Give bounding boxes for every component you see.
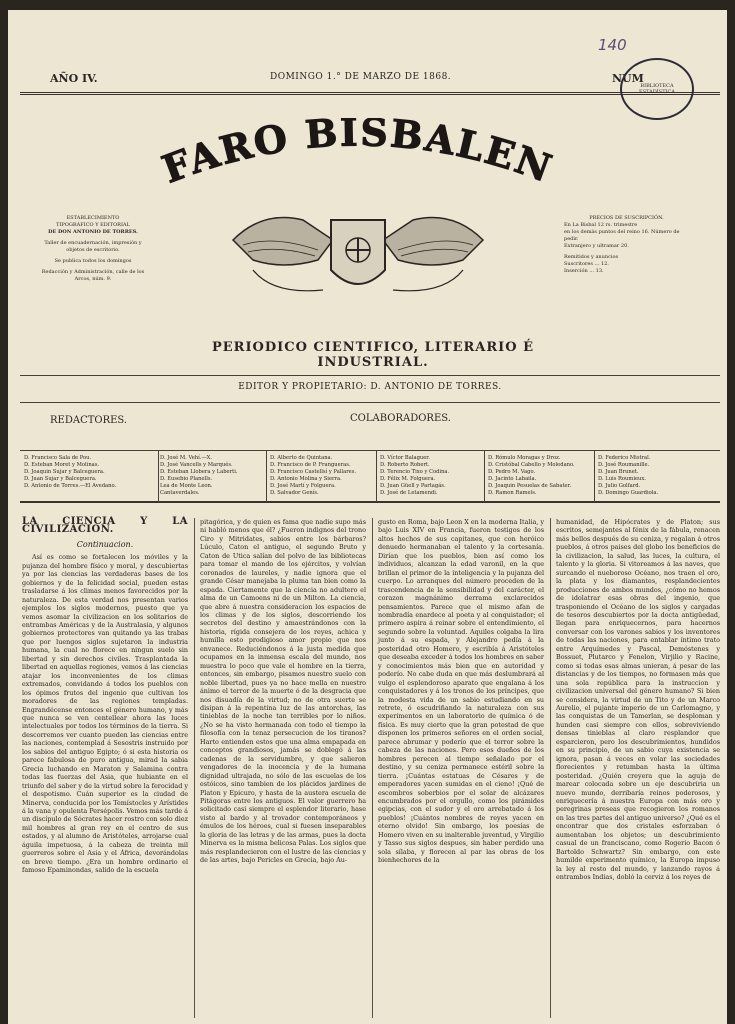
editor-line: EDITOR Y PROPIETARIO: D. ANTONIO DE TORRES. [20,375,720,392]
handwritten-number: 140 [598,36,627,54]
article-text: Así es como se fortalecen los móviles y la pujanza del hombre físico y moral, y descubiertas ya por las ciencias las verdaderas bases de los gobiernos y de la felicidad social, pueden estas trasladarse á los climas menos favorecidos por la naturaleza. De esta verdad nos presentan varios ejemplos los siglos modernos, puesto que ya vemos asomar la civilizacion en los solitarios de entrambas Américas y de la Australasia, y algunos gobiernos protectores van quitando ya las trabas que por luengos siglos sujetaron la industria humana, la cual no florece en ningun suelo sin libertad y sin derechos civiles. Trasplantada la libertad en aquellas regiones, vemos á las ciencias atajar los inconvenientes de los climas extremados, convidando á todos los pueblos con los ópimos frutos del ingenio que cultivan los moradores de las regiones templadas. Engrandécense entonces el género humano, y más que nunca se ven centellear ahora las luces intelectuales por todos los términos de la tierra. Si descorremos ver cuanto pueden las ciencias entre las naciones, contemplad á Sesostris instruido por los sabios del antiguo Egipto; ó si esta historia os parece fabulosa de puro antigua, mirad la sabia Grecia luchando en Maraton y Salamina contra todas las fuerzas del Asia, que hubiante en el triunfo del saber y de la virtud sobre la ferocidad y el despotismo. Cuán superior es la ciudad de Minerva, conducida por los Temístocles y Arístides á la vana y opulenta Persépolis. Vemos más tarde á un discípulo de Sócrates hacer rostro con solo diez mil hombres al gran rey en el centro de sus estados, y al alumno de Aristóteles, arrojarse cual águila impetuosa, á la cabeza de treinta mil guerreros sobre el Asia y el África, devorándolas en breve tiempo. ¿Era un hombre ordinario el famoso Epaminondas, salido de la escuela [22,553,188,875]
staff-header [20,402,720,426]
article-column-3 [378,518,544,865]
publisher-line: DE DON ANTONIO DE TORRES. [48,229,138,235]
column-divider [376,450,377,502]
publisher-line: TIPOGRÁFICO Y EDITORIAL [56,222,130,228]
issue-date: DOMINGO 1.° DE MARZO DE 1868. [270,72,452,82]
article-headline: LA CIENCIA Y LA CIVILIZACION. [22,516,188,536]
subscription-box [564,215,689,275]
collaborators-list: D. José M. Vehí.—X. D. José Vancells y Marqués. D. Esteban Llobera y Laberti. D. Eusebio Planells. Lea de Monte Leon. Cantaverdales. [160,455,238,496]
article-text: pitagórica, y de quien es fama que nadie supo más ni habló menos que él? ¿Fueron indignos del trono Ciro y Mitridates, sabios entre los bárbaros? Lúculo, Caton el antiguo, el segundo Bruto y Caton de Utica salían del polvo de las bibliotecas para tomar el mando de los ejércitos, y volvían coronados de laureles, y nadie ignora que el grande César manejaba la pluma tan bien como la espada. Ciertamente que la ciencia no adultero el alma de un Camoens ni de un Milton. La ciencia, que abre á nuestra consideracion los espacios de los climas y de los siglos, descorriendo los secretos del destino y amaestrándonos con la historia, rígida consejera de los reyes, achica y humilla esto prodigioso amor propio que nos envanece. Reduciéndonos á la justa medida que ocupamos en la inmensa escala del mundo, nos muestra lo poco que vale el hombre en la tierra, entonces, sin embargo, pisamos nuestro suelo con noble libertad, pues ya no hace mella en nuestro ánimo el terror de la muerte ó de la desgracia que nos disuadía de la virtud; no de otra suerte se disipan á la repentina luz de las antorchas, las tinieblas de la noche tan terribles por lo niños. ¿No se ha visto hermanada con todo el tiempo la filosofía con la tenaz persecucion de los tiranos? Harto entienden estos que una alma empapada en conceptos grandiosos, jamás se doblegó á las cadenas de la servidumbre, y que salieron vengadores de la inocencia y de la humana dignidad ultrajada, no sólo de las escuelas de los estóicos, sino tambien de los plácidos jardines de Platon y Epicuro, y hasta de la austera escuela de Pitágoras entre los antiguos. El valor guerrero ha solicitado casi siempre el esplendor literario, hase visto al bardo y al trovador contemporáneos y émulos de los héroes, cual si fuesen inseparables la gloria de las letras y de las armas, pues la docta Minerva es la misma belicosa Palas. Los siglos que más resplandecieron con el lustre de las ciencias y de las artes, bajo Pericles en Grecia, bajo Au- [200,518,366,865]
redactores-list: D. Francisco Sala de Pou. D. Esteban Moret y Molinas. D. Joaquin Sujar y Balceguera. D. Juan Sujar y Balceguera. D. Antonio de Torres.—El Avedano. [24,455,117,489]
year-label: AÑO IV. [50,72,98,85]
collaborators-list: D. Víctor Balaguer. D. Roberto Robert. D. Terencio Tixo y Codina. D. Félix M. Folguera. D. Juan Güell y Partagás. D. José de Letamendi. [380,455,450,496]
collaborators-list: D. Federico Mistral. D. José Roumanille. D. Juan Brunet. D. Luis Roumieux. D. Julio Golfard. D. Domingo Guardiola. [598,455,659,496]
subscription-line: En La Bisbal 12 rs. trimestre [564,222,638,228]
publisher-line: Redacción y Administración, calle de los Arcos, núm. 9. [41,269,145,282]
masthead-text: FARO BISBALEN [156,118,559,192]
article-column-4 [556,518,720,881]
article-column-2 [200,518,366,865]
masthead-title [148,118,568,198]
column-divider [158,450,159,502]
redactores-label: REDACTORES. [50,415,128,426]
colaboradores-label: COLABORADORES. [350,413,451,424]
issue-number-label: NÚM [612,72,644,85]
publisher-line: Taller de encuadernación, impresión y objetos de escritorio. [44,240,142,253]
article-subhead: Continuacion. [76,539,134,549]
publisher-line: ESTABLECIMIENTO [66,215,120,221]
collaborators-list: D. Alberto de Quintana. D. Francisco de P. Frangueras. D. Francisco Castellsí y Pallares. D. Antonio Molina y Sierra. D. José Martí y Folguera. D. Salvador Genís. [270,455,357,496]
masthead-arc [148,118,568,198]
publisher-box [38,215,148,283]
subscription-line: Suscritores ... 12. [564,261,609,267]
stamp-text: BIBLIOTECA ESTADÍSTICA [639,83,675,95]
column-divider [194,518,195,1018]
library-stamp [620,58,694,120]
column-divider [266,450,267,502]
article-text: gusto en Roma, bajo Leon X en la moderna Italia, y bajo Luis XIV en Francia, fueron testigos de los altos hechos de sus capitanes, que con heróico denuedo hermanaban el talento y la cortesanía. Dirían que los pueblos, bien así como los individuos, alcanzan la edad varonil, en la que brillan el primor de la inteligencia y la pujanza del cuerpo. Lo arranques del número proceden de la trascendencia de la sensibilidad y del carácter, el corazon magnánimo derrama exclarecidos pensamientos. Parece que el mismo afan de nombradía enardece al poeta y al conquistador; el primero aspira á reinar sobre el entendimiento, el segundo sobre la voluntad. Aquiles colgaba la lira junto á su espada, y Alejandro pedía á la posteridad otro Homero, y escribía á Aristóteles que deseaba exceder á todos los hombres en saber y conocimientos más bien que en autoridad y poderío. No cabe duda en que más deslumbrará al vulgo el esplendoroso aparato que engalana á los conquistadores y á los tronos de los príncipes, que la modesta vida de un sabio estudiando en su retrete, ó escudriñando la naturaleza con sus experimentos en un laboratorio de química ó de física. Es muy cierto que la gran potestad de que disponen los primeros señores en el orden social, parece abrumar y poderío que el terror sobre la cabeza de las naciones. Pero esos dueños de los hombres perecen al tiempo señalado por el destino, y su ceniza permanece estéril sobre la tierra. ¡Cuántas estatuas de Césares y de emperadores yacen sumidas en el cieno! ¡Qué de escombros soberbios por el solar de alcázares encumbrados por el orgullo, como los pirámides egipcias, con el sudor y el oro arrebatado á los pueblos! ¡Cuántos nombres de reyes yacen en eterno olvido! Sin embargo, los poesías de Homero viven en su inalterable juventud, y Virgilio y Tasso sus siglos despues, sin haber perdido una sola sílaba, y florecen al par las obras de los bienhechores de la [378,518,544,865]
newspaper-page [8,10,727,1024]
subscription-line: Extranjero y ultramar 20. [564,243,629,249]
collaborators-list: D. Rómulo Moragas y Droz. D. Cristóbal Cabello y Moledano. D. Pedro M. Vago. D. Jacinto Labaila. D. Joaquin Pesuelas de Sabater. D. Ramon Ramels. [488,455,575,496]
svg-text:EL FARO BISBALENSE. [148,118,559,198]
subscription-line: en los demás puntos del reino 16. Número de pedir. [564,229,680,242]
article-text: humanidad, de Hipócrates y de Platon; sus escritos, semejantes al fénix de la fábula, renacen más bellos después de su ceniza, y regalan á otros pueblos, á otros paises del globo los beneficios de la civilizacion, la salud, las luces, la cultura, el talento y la gloria. Si vitoreamos á las naves, que surcando el nueboroso Océano, nos traen el oro, la plata y los diamantes, resplandecientes producciones de ambos mundos, ¿cómo no hemos de idolatrar esas obras del ingenio, que trasponiendo el Océano de los siglos y cargadas de tesoros descubiertos por la docta antigüedad, llegan para enriquecernos, para hacernos conversar con los varones sabios y los inventores de todas las naciones, para entablar íntimo trato entre Arquímedes y Pascal, Demóstenes y Bossuet, Plutarco y Fenelon, Virjilio y Racine, como si todas esas almas unieran, á pesar de las distancias y de los tiempos, no formasen más que una sola república para la instruccion y civilizacion universal del género humano? Si bien se considera, la virtud de un Tito y de un Marco Aurelio, el pujante imperio de un Carlomagno, y las conquistas de un Tamerlan, se desploman y hunden casi siempre con ellos, sobreviviendo densas tinieblas al claro resplandor que esparcieron, pero los descubrimientos, hundidos en su principio, de un sabio cuya existencia se ignora, pasan á veces en volar las sociedades florecientes y retumban hasta la última posteridad. ¿Quién creyera que la aguja de marear colocada sobre un eje descubriria un nuevo mundo, derribaría reinos poderosos, y enriquecería á nuestra Europa con más oro y peregrinas preseas que recogieron los romanos en las tres partes del antiguo universo? ¿Qué es el encontrar que dos cristales esforzaban ó aumentaban los objetos; un descubrimiento casual de un franciscano, como Rogerio Bacon ó Bartoldo Schwartz? Sin embargo, con este humilde experimento químico, la Europa impuso la ley al resto del mundo, y lanzando rayos á entrambos Indias, dobló la cerviz á los reyes de [556,518,720,882]
article-column-1 [22,518,188,875]
column-divider [594,450,595,502]
dateline [20,68,720,95]
subscription-line: Inserción ... 13. [564,268,604,274]
emblem [223,200,493,300]
publisher-line: Se publica todos los domingos [54,258,132,264]
column-divider [372,518,373,1018]
tagline: PERIODICO CIENTIFICO, LITERARIO É INDUSTRIAL. [211,340,535,370]
subscription-line: PRECIOS DE SUSCRIPCIÓN. [589,215,664,221]
staff-names [20,450,720,503]
subscription-line: Remitidos y anuncios [564,254,619,260]
column-divider [484,450,485,502]
column-divider [550,518,551,1018]
